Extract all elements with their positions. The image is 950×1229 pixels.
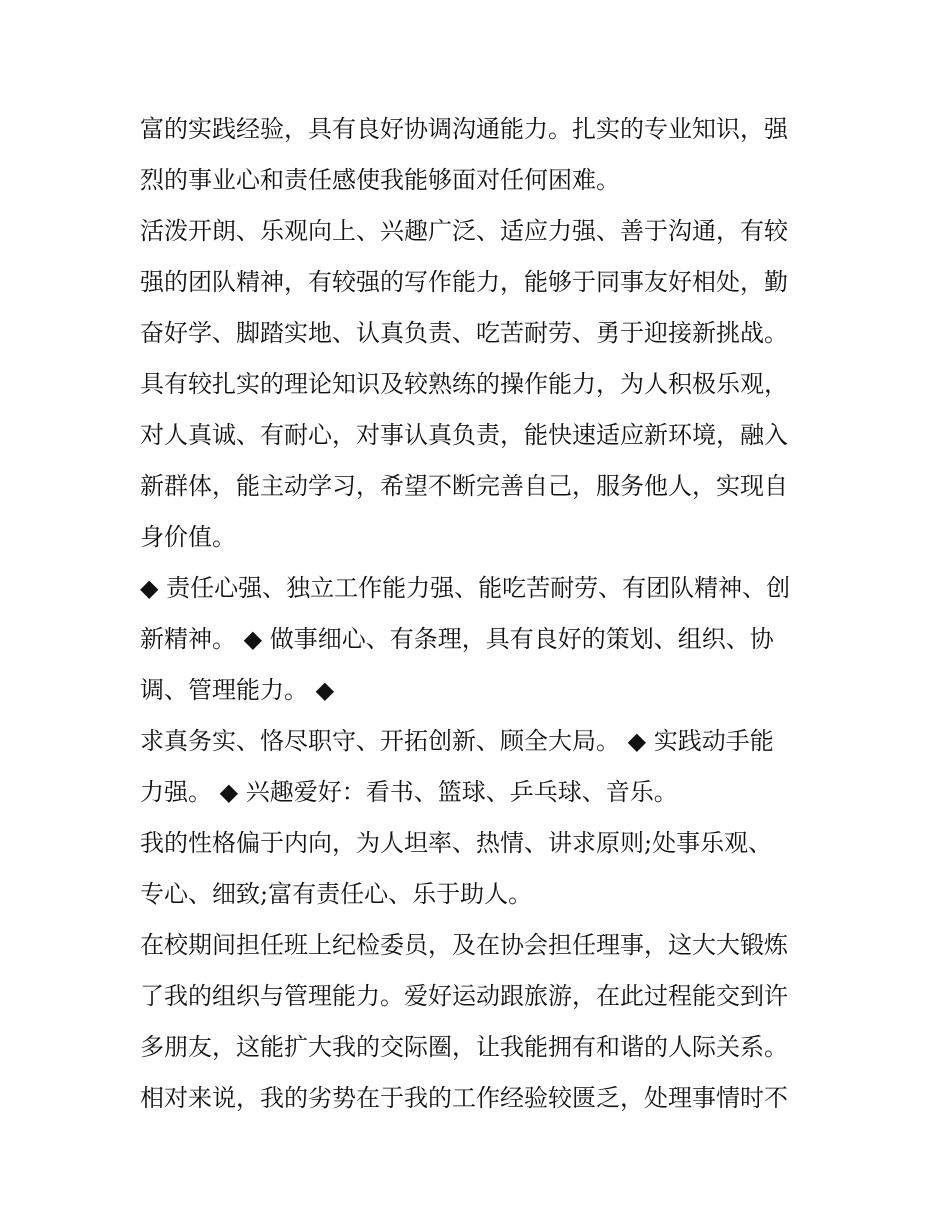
text-line: 调、管理能力。 ◆: [140, 676, 335, 704]
text-line: 相对来说，我的劣势在于我的工作经验较匮乏，处理事情时不: [140, 1084, 788, 1112]
text-line: 多朋友，这能扩大我的交际圈，让我能拥有和谐的人际关系。: [140, 1033, 788, 1061]
text-line: 力强。 ◆ 兴趣爱好：看书、篮球、乒乓球、音乐。: [140, 778, 678, 806]
text-line: 身价值。: [140, 523, 236, 551]
text-line: 奋好学、脚踏实地、认真负责、吃苦耐劳、勇于迎接新挑战。: [140, 319, 788, 347]
text-line: 我的性格偏于内向，为人坦率、热情、讲求原则;处事乐观、: [140, 829, 773, 857]
text-line: 富的实践经验，具有良好协调沟通能力。扎实的专业知识，强: [140, 115, 788, 143]
text-line: 了我的组织与管理能力。爱好运动跟旅游，在此过程能交到许: [140, 982, 788, 1010]
text-line: 求真务实、恪尽职守、开拓创新、顾全大局。 ◆ 实践动手能: [140, 727, 774, 755]
text-line: 强的团队精神，有较强的写作能力，能够于同事友好相处，勤: [140, 268, 788, 296]
text-line: 活泼开朗、乐观向上、兴趣广泛、适应力强、善于沟通，有较: [140, 217, 788, 245]
text-line: 对人真诚、有耐心，对事认真负责，能快速适应新环境，融入: [140, 421, 788, 449]
text-line: 具有较扎实的理论知识及较熟练的操作能力，为人积极乐观，: [140, 370, 788, 398]
text-line: ◆ 责任心强、独立工作能力强、能吃苦耐劳、有团队精神、创: [140, 574, 791, 602]
text-line: 新精神。 ◆ 做事细心、有条理，具有良好的策划、组织、协: [140, 625, 774, 653]
document-body: [140, 107, 820, 1127]
text-line: 新群体，能主动学习，希望不断完善自己，服务他人，实现自: [140, 472, 788, 500]
text-line: 专心、细致;富有责任心、乐于助人。: [140, 880, 533, 908]
text-line: 烈的事业心和责任感使我能够面对任何困难。: [140, 166, 620, 194]
text-line: 在校期间担任班上纪检委员，及在协会担任理事，这大大锻炼: [140, 931, 788, 959]
